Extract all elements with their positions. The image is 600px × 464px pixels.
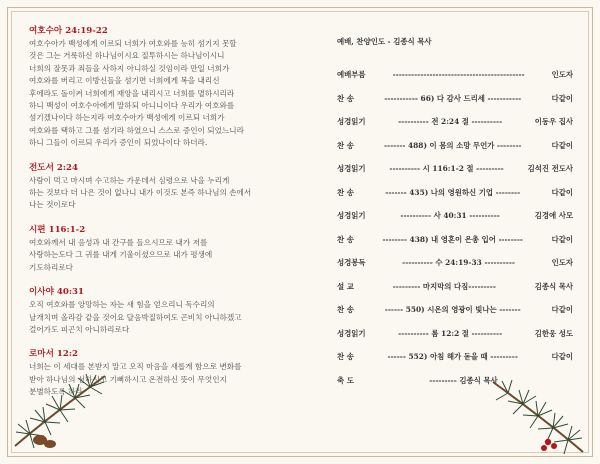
scripture-text: 사람이 먹고 마시며 수고하는 가운데서 심령으로 낙을 누리게 하는 것보다 더 나은 것이 없나니 내가 이것도 본즉 하나님의 손에서 나는 것이로다 xyxy=(29,175,252,210)
service-row xyxy=(337,328,573,352)
service-item-leader: 다같이 xyxy=(551,187,573,197)
service-item-detail: ------------------------------------------- xyxy=(392,70,525,79)
service-row xyxy=(337,304,573,328)
service-row xyxy=(337,187,573,211)
service-item-leader: 다같이 xyxy=(551,234,573,244)
service-row xyxy=(337,281,573,305)
scripture-reference: 여호수아 24:19-22 xyxy=(29,26,108,36)
service-row xyxy=(337,140,573,164)
scripture-text: 너희는 이 세대를 본받지 말고 오직 마음을 새롭게 함으로 변화를 받아 하나님의 선하시고 기뻐하시고 온전하신 뜻이 무엇인지 분별하도록 하라 xyxy=(29,362,242,397)
service-row xyxy=(337,69,573,93)
service-row xyxy=(337,257,573,281)
service-item-leader: 다같이 xyxy=(551,305,573,314)
service-row xyxy=(337,93,573,117)
scripture-section xyxy=(29,224,301,274)
service-item-name: 설 교 xyxy=(337,281,354,291)
service-item-detail: ---------- 전 2:24 절 ---------- xyxy=(398,117,503,126)
service-item-name: 찬 송 xyxy=(337,140,354,150)
scripture-reference: 시편 116:1-2 xyxy=(29,224,86,235)
pine-branch-right-decoration xyxy=(478,362,590,458)
service-item-detail: ---------- 시 116:1-2 절 --------- xyxy=(389,164,504,173)
service-item-name: 예배부름 xyxy=(337,70,366,79)
service-rows xyxy=(337,69,573,398)
scripture-reference: 전도서 2:24 xyxy=(29,162,79,173)
service-item-name: 성경읽기 xyxy=(337,211,366,220)
scripture-section xyxy=(29,25,301,150)
service-item-detail: ---------- 롬 12:2 절 ---------- xyxy=(398,328,503,338)
service-item-name: 찬 송 xyxy=(337,93,354,103)
scripture-section xyxy=(29,162,301,212)
scripture-reference: 로마서 12:2 xyxy=(29,349,79,360)
service-item-name: 찬 송 xyxy=(337,305,354,314)
scripture-text: 여호수아가 백성에게 이르되 너희가 여호와를 능히 섬기지 못할 것은 그는 거룩하신 하나님이시요 질투하시는 하나님이시니 너희의 잘못과 죄들을 사하지 아니하실 것임이라 만일 너희가 여호와를 버리고 이방신들을 섬기면 너희에게 복을 내리신 후에라도 돌이켜 너희에게 재앙을 내리시고 너희를 멸하시리라 하니 백성이 여호수아에게 말하되 아니니이다 우리가 여호와를 섬기겠나이다 하는지라 여호수아가 백성에게 이르되 너희가 여호와를 택하고 그를 섬기라 하였으니 스스로 증인이 되었느니라 하니 그들이 이르되 우리가 증인이 되었나이다 하더라. xyxy=(29,39,244,148)
service-item-name: 성경읽기 xyxy=(337,328,366,338)
order-of-service xyxy=(337,36,573,398)
service-item-name: 축 도 xyxy=(337,375,354,385)
service-item-leader: 다같이 xyxy=(551,93,573,103)
service-item-leader: 다같이 xyxy=(551,352,573,361)
service-item-leader: 이동우 집사 xyxy=(534,117,573,126)
service-item-detail: --------- 김종식 목사 xyxy=(429,375,498,385)
service-item-detail: ----------- 66) 다 감사 드리세 ----------- xyxy=(384,93,522,103)
service-item-detail: -------- 438) 내 영혼이 은총 입어 -------- xyxy=(382,234,523,244)
service-row xyxy=(337,116,573,140)
service-item-detail: ------- 488) 이 몸의 소망 무언가 -------- xyxy=(383,140,522,150)
service-item-detail: ---------- 사 40:31 ---------- xyxy=(400,211,500,220)
scripture-section xyxy=(29,286,301,336)
service-item-detail: ------ 550) 시온의 영광이 빛나는 ------- xyxy=(384,305,521,314)
service-item-name: 성경읽기 xyxy=(337,164,366,173)
service-item-name: 찬 송 xyxy=(337,187,354,197)
service-item-leader: 김종식 목사 xyxy=(534,281,573,291)
scripture-text: 여호와께서 내 음성과 내 간구를 들으시므로 내가 저를 사랑하는도다 그 귀를 내게 기울이셨으므로 내가 평생에 기도하리로다 xyxy=(29,237,213,272)
service-item-name: 찬 송 xyxy=(337,234,354,244)
service-item-name: 성경봉독 xyxy=(337,258,366,267)
service-item-leader: 김경애 사모 xyxy=(534,211,573,220)
service-item-detail: ------ 552) 아침 해가 돋을 때 --------- xyxy=(387,352,518,361)
service-item-leader: 인도자 xyxy=(551,70,573,79)
service-item-leader: 다같이 xyxy=(551,140,573,150)
scripture-text: 오직 여호와를 앙망하는 자는 새 힘을 얻으리니 독수리의 날개치며 올라감 같을 것이요 달음박질하여도 곤비치 아니하겠고 걸어가도 피곤치 아니하리로다 xyxy=(29,300,242,334)
service-row xyxy=(337,163,573,187)
pine-branch-left-decoration xyxy=(10,346,120,456)
service-item-detail: ---------- 수 24:19-33 ---------- xyxy=(402,258,515,267)
scripture-reference: 이사야 40:31 xyxy=(29,287,84,298)
service-item-leader: 인도자 xyxy=(551,258,573,267)
service-row xyxy=(337,234,573,258)
service-item-detail: --------- 마지막의 다짐--------- xyxy=(392,281,496,291)
service-item-leader: 김석진 전도사 xyxy=(527,164,573,173)
service-item-detail: ------- 435) 나의 영원하신 기업 -------- xyxy=(385,187,521,197)
service-item-leader: 김한웅 성도 xyxy=(534,328,573,338)
service-row xyxy=(337,210,573,234)
service-item-name: 성경읽기 xyxy=(337,117,366,126)
service-item-name: 찬 송 xyxy=(337,352,354,361)
service-title: 예배, 찬양인도 - 김종식 목사 xyxy=(337,37,432,46)
